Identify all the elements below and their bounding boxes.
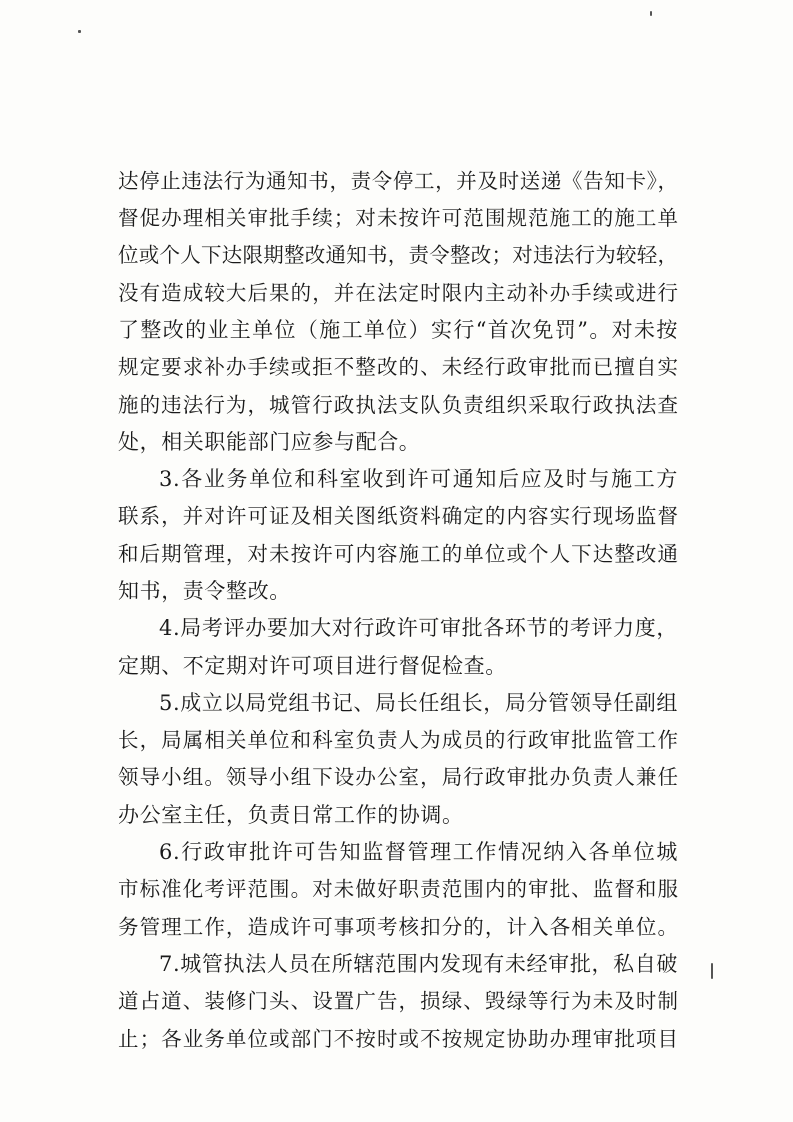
text-line: 务管理工作，造成许可事项考核扣分的，计入各相关单位。 [118, 915, 678, 939]
text-line: 领导小组。领导小组下设办公室，局行政审批办负责人兼任 [118, 765, 678, 789]
text-line: 处，相关职能部门应参与配合。 [118, 430, 421, 454]
paragraph-first-line: 3.各业务单位和科室收到许可通知后应及时与施工方 [159, 467, 678, 491]
text-line: 了整改的业主单位（施工单位）实行“首次免罚”。对未按 [118, 318, 678, 342]
scan-speck [711, 963, 713, 979]
text-line: 督促办理相关审批手续；对未按许可范围规范施工的施工单 [118, 206, 678, 230]
paragraph-first-line: 6.行政审批许可告知监督管理工作情况纳入各单位城 [159, 840, 678, 864]
text-line: 道占道、装修门头、设置广告，损绿、毁绿等行为未及时制 [118, 989, 678, 1013]
text-line: 规定要求补办手续或拒不整改的、未经行政审批而已擅自实 [118, 355, 678, 379]
text-line: 施的违法行为，城管行政执法支队负责组织采取行政执法查 [118, 393, 678, 417]
text-line: 没有造成较大后果的，并在法定时限内主动补办手续或进行 [118, 281, 678, 305]
text-line: 止；各业务单位或部门不按时或不按规定协助办理审批项目 [118, 1027, 678, 1051]
text-line: 办公室主任，负责日常工作的协调。 [118, 803, 464, 827]
text-line: 市标准化考评范围。对未做好职责范围内的审批、监督和服 [118, 877, 678, 901]
paragraph-first-line: 4.局考评办要加大对行政许可审批各环节的考评力度， [159, 616, 678, 640]
scan-speck [650, 11, 652, 16]
text-line: 联系，并对许可证及相关图纸资料确定的内容实行现场监督 [118, 504, 678, 528]
text-line: 长，局属相关单位和科室负责人为成员的行政审批监管工作 [118, 728, 678, 752]
text-line: 位或个人下达限期整改通知书，责令整改；对违法行为较轻， [118, 243, 678, 267]
text-line: 和后期管理，对未按许可内容施工的单位或个人下达整改通 [118, 542, 678, 566]
paragraph-first-line: 7.城管执法人员在所辖范围内发现有未经审批，私自破 [159, 952, 678, 976]
paragraph-first-line: 5.成立以局党组书记、局长任组长，局分管领导任副组 [159, 691, 678, 715]
scan-speck [78, 30, 81, 33]
text-line: 达停止违法行为通知书，责令停工，并及时送递《告知卡》， [118, 169, 678, 193]
text-line: 知书，责令整改。 [118, 579, 291, 603]
text-line: 定期、不定期对许可项目进行督促检查。 [118, 654, 507, 678]
